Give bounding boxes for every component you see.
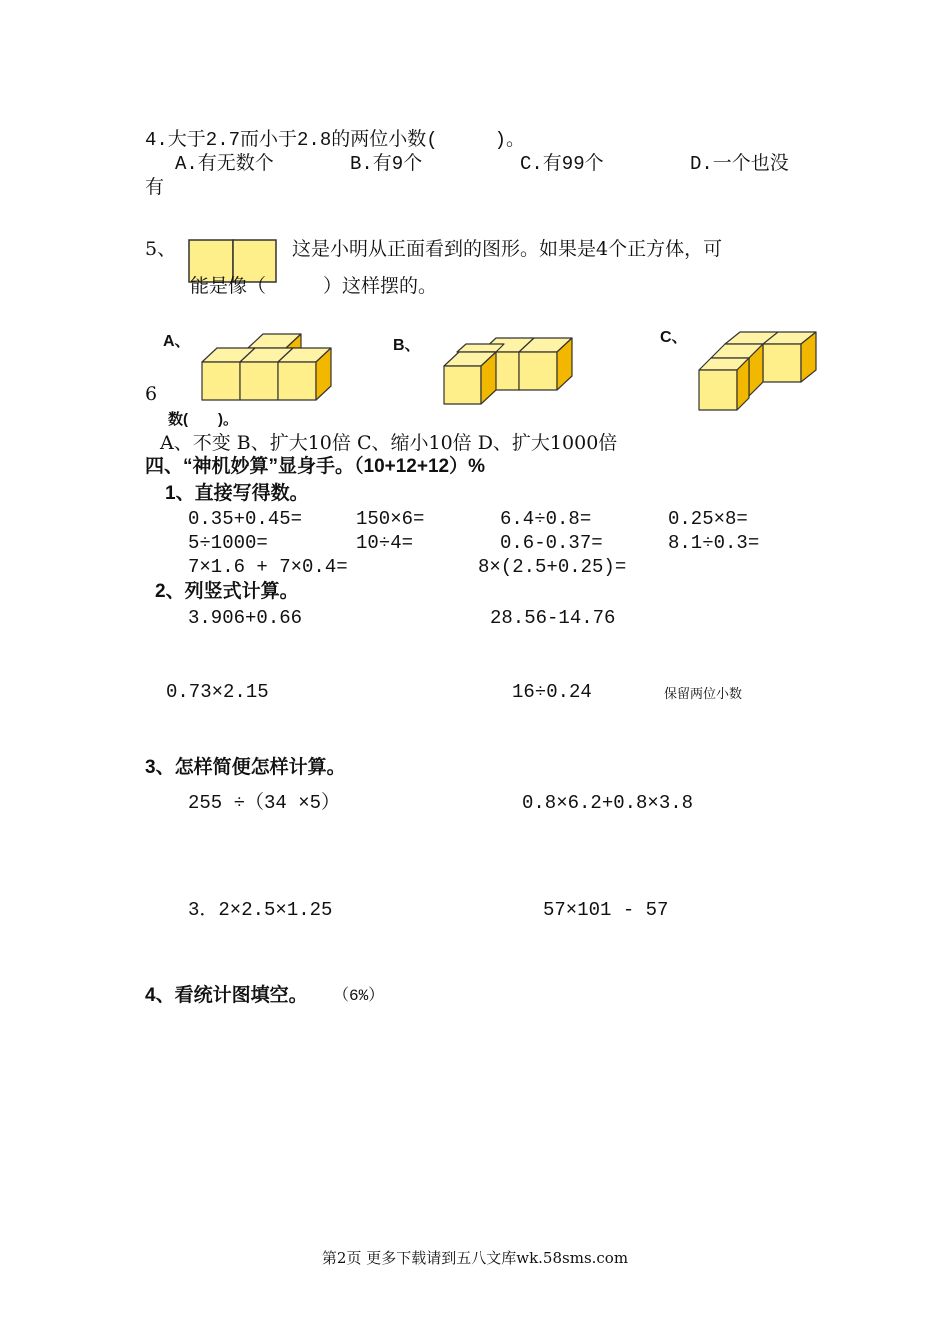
cube-figure-b xyxy=(442,336,592,408)
part2-title: 2、列竖式计算。 xyxy=(155,581,299,602)
part1-r3-c2: 8×(2.5+0.25)= xyxy=(478,556,627,578)
q5-figure-label-b: B、 xyxy=(393,337,421,354)
q4-option-a: A.有无数个 xyxy=(175,153,274,175)
part1-r2-c3: 0.6-0.37= xyxy=(500,532,603,554)
part3-item-4: 57×101 - 57 xyxy=(543,899,669,921)
part2-item-2: 28.56-14.76 xyxy=(490,607,616,629)
section4-title: 四、“神机妙算”显身手。（10+12+12）% xyxy=(145,456,485,477)
page-footer: 第2页 更多下载请到五八文库wk.58sms.com xyxy=(321,1249,629,1267)
q6-partial-text: 数( )。 xyxy=(168,411,238,428)
part1-r1-c4: 0.25×8= xyxy=(668,508,748,530)
q5-text-line2: 能是像（ ）这样摆的。 xyxy=(190,275,438,297)
part3-item-3: 3．2×2.5×1.25 xyxy=(188,899,333,921)
part1-r3-c1: 7×1.6 + 7×0.4= xyxy=(188,556,348,578)
part2-rounding-note: 保留两位小数 xyxy=(664,687,743,702)
part2-item-1: 3.906+0.66 xyxy=(188,607,303,629)
q6-options: A、不变 B、扩大10倍 C、缩小10倍 D、扩大1000倍 xyxy=(160,432,618,454)
q4-option-d-wrap: 有 xyxy=(145,177,165,199)
cube-figure-a xyxy=(200,334,340,404)
part1-r1-c1: 0.35+0.45= xyxy=(188,508,303,530)
part2-item-4: 16÷0.24 xyxy=(512,681,592,703)
q4-option-d: D.一个也没 xyxy=(690,153,789,175)
part1-title: 1、直接写得数。 xyxy=(165,483,309,504)
part1-r2-c2: 10÷4= xyxy=(356,532,414,554)
part2-item-3: 0.73×2.15 xyxy=(166,681,269,703)
part4-title: 4、看统计图填空。 xyxy=(145,985,308,1006)
part3-title: 3、怎样简便怎样计算。 xyxy=(145,757,346,778)
part4-score: （6%） xyxy=(333,987,385,1005)
part1-r1-c2: 150×6= xyxy=(356,508,425,530)
q5-number: 5、 xyxy=(145,238,177,260)
q4-option-b: B.有9个 xyxy=(350,153,423,175)
part1-r2-c4: 8.1÷0.3= xyxy=(668,532,760,554)
part3-item-1: 255 ÷（34 ×5） xyxy=(188,792,341,814)
cube-figure-c xyxy=(697,330,837,414)
q4-stem: 4.大于2.7而小于2.8的两位小数( )。 xyxy=(145,129,526,151)
part3-item-2: 0.8×6.2+0.8×3.8 xyxy=(522,792,694,814)
q5-text-line1: 这是小明从正面看到的图形。如果是4个正方体，可 xyxy=(292,238,723,260)
part1-r2-c1: 5÷1000= xyxy=(188,532,268,554)
part1-r1-c3: 6.4÷0.8= xyxy=(500,508,592,530)
q4-option-c: C.有99个 xyxy=(520,153,604,175)
q5-figure-label-a: A、 xyxy=(163,333,191,350)
q6-number: 6 xyxy=(145,383,158,405)
q5-figure-label-c: C、 xyxy=(660,329,688,346)
